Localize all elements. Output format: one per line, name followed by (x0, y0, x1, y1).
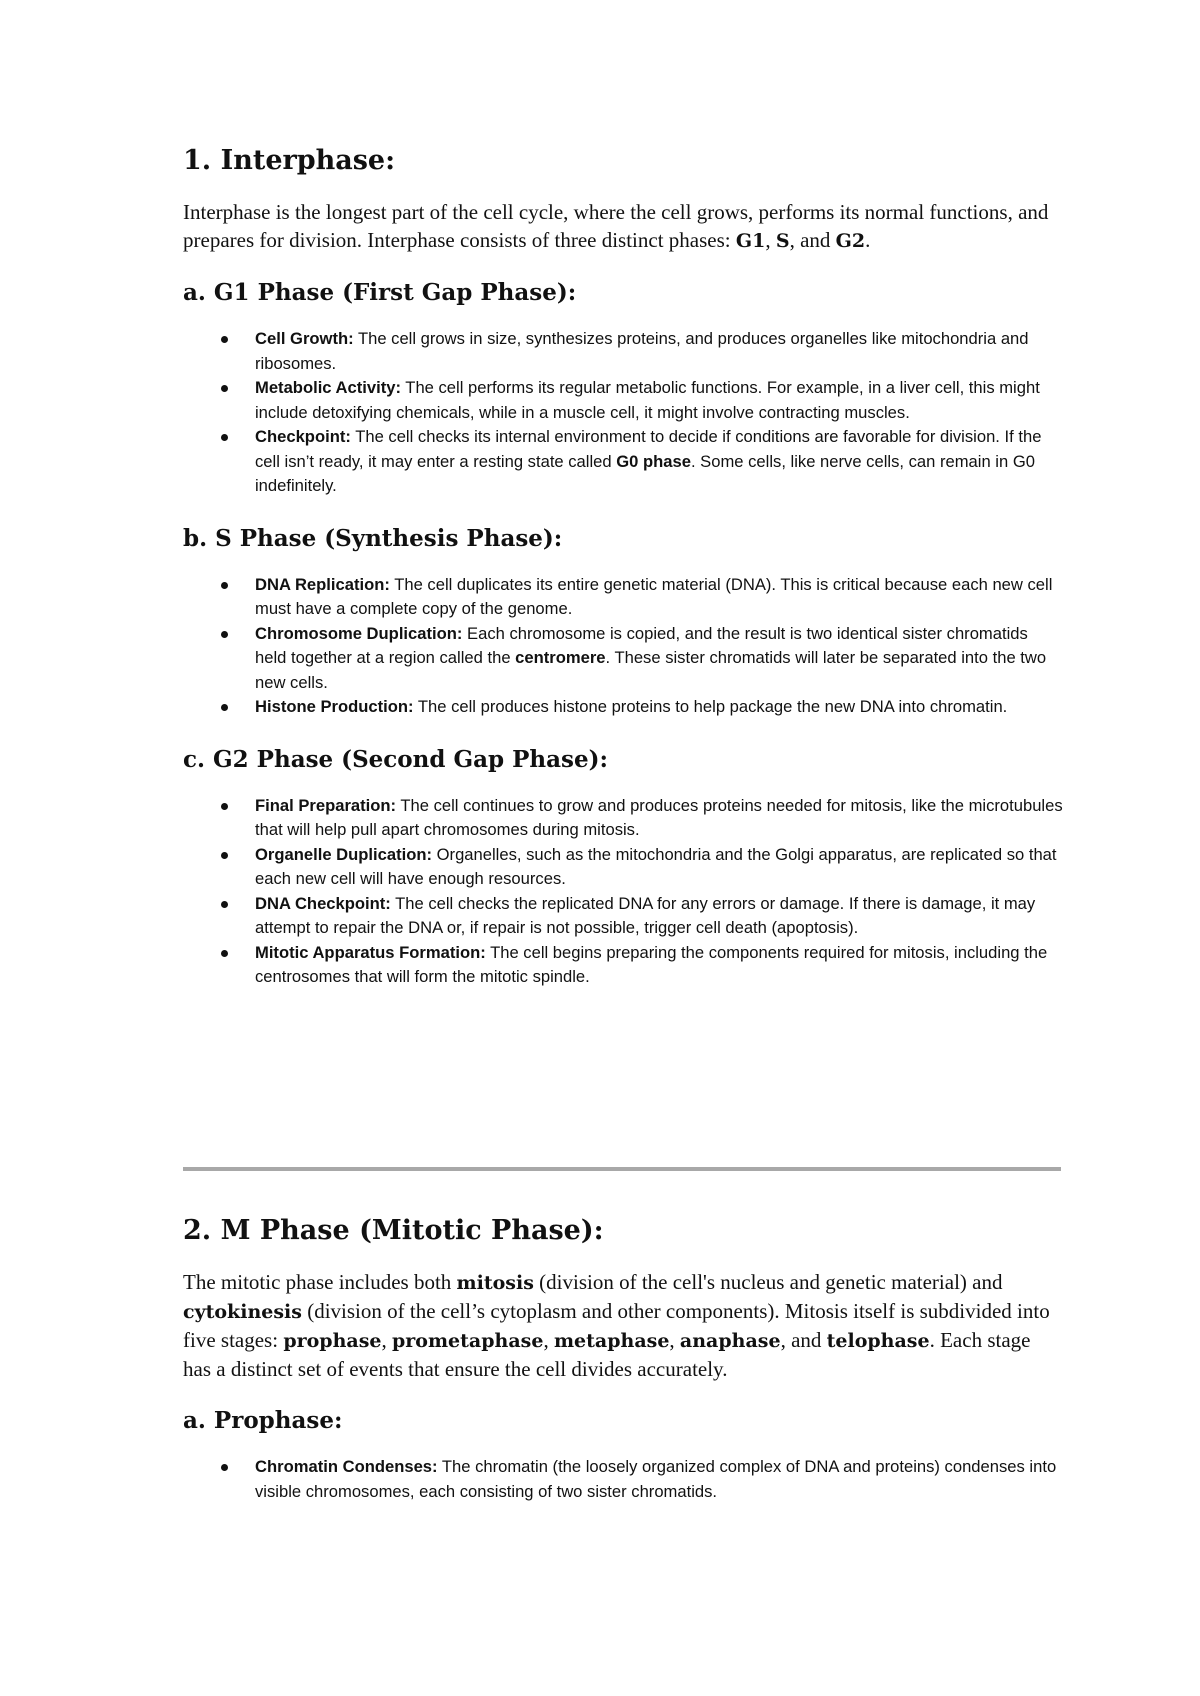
list-item (183, 425, 1063, 499)
g1-phase-list (183, 327, 1063, 499)
bullet-icon (221, 704, 228, 711)
subheading-s-phase: b. S Phase (Synthesis Phase): (183, 524, 563, 552)
text-run: . Each stage has a distinct set of events that ensure the cell divides accurately. (183, 1328, 1031, 1381)
bullet-icon (221, 901, 228, 908)
bold-term: S (775, 230, 790, 252)
item-label: Chromatin Condenses: (255, 1457, 438, 1476)
item-label: DNA Replication: (255, 574, 390, 594)
bullet-icon (221, 1464, 228, 1471)
bullet-icon (221, 950, 228, 957)
horizontal-divider (183, 1167, 1061, 1171)
list-item (183, 327, 1063, 376)
list-item (183, 794, 1063, 843)
item-text: The cell begins preparing the components required for mitosis, including the centrosomes that will form the mitotic spindle. (255, 942, 1048, 986)
item-label: DNA Checkpoint: (255, 893, 391, 913)
item-text: The chromatin (the loosely organized complex of DNA and proteins) condenses into visible chromosomes, each consisting of two sister chromatids. (255, 1457, 1057, 1501)
item-text: The cell performs its regular metabolic functions. For example, in a liver cell, this might include detoxifying chemicals, while in a muscle cell, it might involve contracting muscles. (255, 378, 1040, 422)
list-item (183, 573, 1063, 622)
subheading-g2-phase: c. G2 Phase (Second Gap Phase): (183, 745, 608, 773)
item-label: Chromosome Duplication: (255, 623, 463, 643)
document-body (183, 136, 1063, 990)
bold-term: G0 phase (616, 451, 691, 471)
g2-phase-list (183, 794, 1063, 990)
item-text: The cell grows in size, synthesizes proteins, and produces organelles like mitochondria and ribosomes. (255, 329, 1029, 373)
list-item (183, 1455, 1063, 1504)
text-run: , (381, 1328, 392, 1352)
item-label: Organelle Duplication: (255, 844, 433, 864)
text-run: , (765, 228, 776, 252)
item-text: The cell checks its internal environment to decide if conditions are favorable for division. If the cell isn’t ready, it may enter a resting state called (255, 427, 1042, 471)
item-label: Checkpoint: (255, 427, 351, 446)
item-text: . These sister chromatids will later be separated into the two new cells. (255, 648, 1047, 692)
bullet-icon (221, 803, 228, 810)
bullet-icon (221, 631, 228, 638)
list-item (183, 892, 1063, 941)
list-item (183, 376, 1063, 425)
text-run: Interphase is the longest part of the cell cycle, where the cell grows, performs its normal functions, and prepares for division. Interphase consists of three distinct phases: (183, 200, 1049, 252)
item-label: Histone Production: (255, 697, 414, 716)
list-item (183, 843, 1063, 892)
list-item (183, 622, 1063, 696)
section-heading-interphase: 1. Interphase: (183, 145, 396, 176)
list-item (183, 695, 1063, 720)
interphase-intro-paragraph (183, 198, 1063, 255)
text-run: (division of the cell’s cytoplasm and other components). Mitosis itself is subdivided into five stages: (183, 1299, 1050, 1352)
bold-term: cytokinesis (183, 1301, 302, 1323)
text-run: (division of the cell's nucleus and genetic material) and (533, 1270, 1003, 1294)
text-run: The mitotic phase includes both (183, 1270, 457, 1294)
text-run: , (669, 1328, 680, 1352)
bold-term: metaphase (553, 1330, 670, 1352)
bold-term: prometaphase (391, 1330, 544, 1352)
m-phase-intro-paragraph (183, 1268, 1063, 1383)
item-text: The cell continues to grow and produces proteins needed for mitosis, like the microtubules that will help pull apart chromosomes during mitosis. (255, 795, 1063, 839)
item-label: Mitotic Apparatus Formation: (255, 942, 486, 962)
text-run: , (543, 1328, 554, 1352)
bold-term: mitosis (456, 1272, 534, 1294)
subheading-prophase: a. Prophase: (183, 1407, 343, 1434)
subheading-g1-phase: a. G1 Phase (First Gap Phase): (183, 279, 577, 306)
list-item (183, 941, 1063, 990)
item-label: Final Preparation: (255, 795, 397, 815)
bold-term: telophase (826, 1330, 930, 1352)
bold-term: G2 (835, 230, 866, 252)
item-text: . Some cells, like nerve cells, can remain in G0 indefinitely. (255, 451, 1035, 495)
item-text: Organelles, such as the mitochondria and the Golgi apparatus, are replicated so that each new cell will have enough resources. (255, 844, 1057, 888)
bullet-icon (221, 434, 228, 441)
item-text: The cell checks the replicated DNA for any errors or damage. If there is damage, it may attempt to repair the DNA or, if repair is not possible, trigger cell death (apoptosis). (255, 893, 1036, 937)
prophase-list (183, 1455, 1063, 1504)
item-label: Cell Growth: (255, 329, 354, 348)
bullet-icon (221, 385, 228, 392)
bold-term: G1 (735, 230, 766, 252)
item-text: The cell duplicates its entire genetic material (DNA). This is critical because each new cell must have a complete copy of the genome. (255, 574, 1053, 618)
bullet-icon (221, 852, 228, 859)
item-text: The cell produces histone proteins to help package the new DNA into chromatin. (413, 697, 1008, 716)
section-heading-m-phase: 2. M Phase (Mitotic Phase): (183, 1215, 604, 1246)
bold-term: prophase (283, 1330, 382, 1352)
bullet-icon (221, 336, 228, 343)
bullet-icon (221, 582, 228, 589)
text-run: . (865, 228, 871, 252)
document-body-section-2 (183, 1206, 1063, 1504)
bold-term: centromere (515, 648, 606, 667)
bold-term: anaphase (679, 1330, 781, 1352)
item-label: Metabolic Activity: (255, 378, 401, 397)
s-phase-list (183, 573, 1063, 720)
item-text: Each chromosome is copied, and the result is two identical sister chromatids held together at a region called the (255, 623, 1028, 667)
text-run: , and (780, 1328, 827, 1352)
text-run: , and (789, 228, 836, 252)
